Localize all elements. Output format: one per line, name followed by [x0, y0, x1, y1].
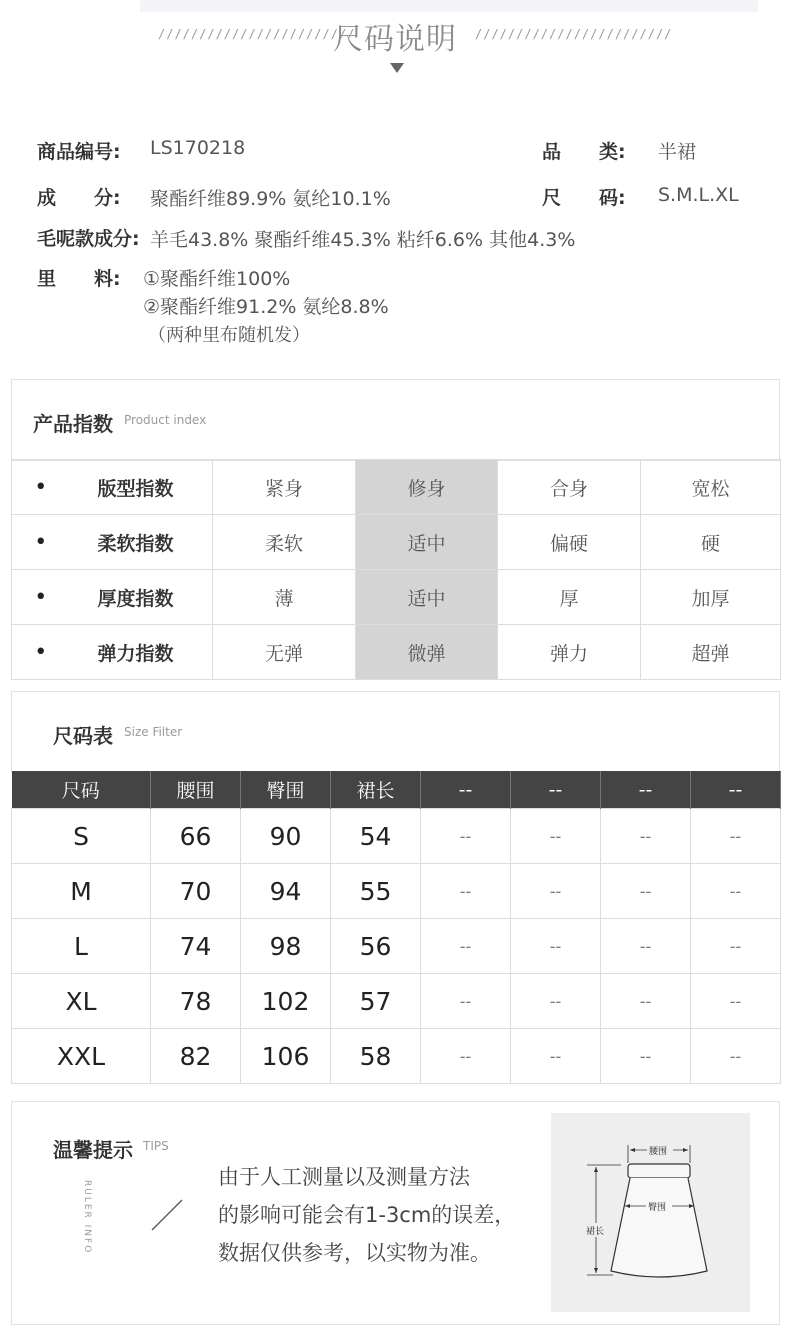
- title-deco-right: ////////////////////////: [475, 27, 673, 41]
- size-value-cell: 106: [241, 1029, 331, 1084]
- index-row: [12, 460, 781, 515]
- lining-option-1: ①聚酯纤维100%: [143, 268, 291, 290]
- category-label: 品 类:: [542, 141, 626, 163]
- index-option-selected: 适中: [356, 515, 498, 570]
- size-value-cell: 58: [331, 1029, 421, 1084]
- size-value-cell: 90: [241, 809, 331, 864]
- index-name: 柔软指数: [70, 515, 213, 570]
- size-value-cell: 78: [151, 974, 241, 1029]
- size-value-cell: --: [421, 809, 511, 864]
- size-table: [11, 771, 781, 1084]
- size-table-subtitle: Size Filter: [124, 725, 183, 739]
- index-option: 柔软: [213, 515, 356, 570]
- size-name-cell: XL: [12, 974, 151, 1029]
- size-value-cell: --: [511, 1029, 601, 1084]
- size-value-cell: 74: [151, 919, 241, 974]
- index-option: 硬: [641, 515, 781, 570]
- category-value: 半裙: [658, 141, 697, 163]
- size-value-cell: 98: [241, 919, 331, 974]
- product-code-value: LS170218: [150, 137, 246, 159]
- bullet-icon: •: [12, 570, 70, 625]
- index-option: 宽松: [641, 460, 781, 515]
- wool-composition-label: 毛呢款成分:: [37, 228, 140, 250]
- product-code-label: 商品编号:: [37, 141, 121, 163]
- size-value-cell: --: [421, 864, 511, 919]
- top-banner-strip: [140, 0, 758, 12]
- size-column-header: --: [421, 771, 511, 809]
- size-value-cell: --: [601, 864, 691, 919]
- index-option: 无弹: [213, 625, 356, 680]
- index-option: 合身: [498, 460, 641, 515]
- index-option: 超弹: [641, 625, 781, 680]
- index-option: 紧身: [213, 460, 356, 515]
- size-column-header: --: [601, 771, 691, 809]
- index-option-selected: 微弹: [356, 625, 498, 680]
- tips-title: 温馨提示: [53, 1138, 133, 1162]
- page-title: 尺码说明: [333, 22, 457, 57]
- size-value-cell: --: [511, 864, 601, 919]
- size-value-cell: --: [691, 919, 781, 974]
- diagram-hip-label: 臀围: [648, 1203, 667, 1213]
- lining-note: （两种里布随机发）: [148, 325, 310, 346]
- index-option: 加厚: [641, 570, 781, 625]
- bullet-icon: •: [12, 625, 70, 680]
- size-value-cell: 94: [241, 864, 331, 919]
- index-name: 版型指数: [70, 460, 213, 515]
- size-value-cell: --: [601, 919, 691, 974]
- size-value-cell: --: [601, 974, 691, 1029]
- size-value-cell: --: [511, 809, 601, 864]
- size-name-cell: M: [12, 864, 151, 919]
- lining-option-2: ②聚酯纤维91.2% 氨纶8.8%: [143, 296, 389, 318]
- size-table-title: 尺码表: [53, 724, 113, 748]
- index-name: 厚度指数: [70, 570, 213, 625]
- size-column-header: --: [691, 771, 781, 809]
- tips-line-3: 数据仅供参考，以实物为准。: [218, 1241, 491, 1265]
- size-value-cell: --: [511, 919, 601, 974]
- size-row: [12, 919, 781, 974]
- size-row: [12, 864, 781, 919]
- diagram-waist-label: 腰围: [649, 1147, 668, 1157]
- size-value-cell: 82: [151, 1029, 241, 1084]
- size-row: [12, 1029, 781, 1084]
- index-row: [12, 625, 781, 680]
- index-option-selected: 修身: [356, 460, 498, 515]
- composition-label: 成 分:: [37, 187, 121, 209]
- tips-line-2: 的影响可能会有1-3cm的误差，: [218, 1203, 516, 1227]
- index-option: 偏硬: [498, 515, 641, 570]
- size-value-cell: 55: [331, 864, 421, 919]
- size-value-cell: 102: [241, 974, 331, 1029]
- size-column-header: 裙长: [331, 771, 421, 809]
- size-name-cell: S: [12, 809, 151, 864]
- lining-label: 里 料:: [37, 268, 121, 290]
- size-value-cell: 54: [331, 809, 421, 864]
- size-column-header: 臀围: [241, 771, 331, 809]
- size-value: S.M.L.XL: [658, 184, 739, 206]
- size-value-cell: --: [601, 1029, 691, 1084]
- size-row: [12, 974, 781, 1029]
- size-label: 尺 码:: [542, 187, 626, 209]
- composition-value: 聚酯纤维89.9% 氨纶10.1%: [150, 188, 391, 210]
- product-index-table: [11, 459, 781, 680]
- size-row: [12, 809, 781, 864]
- slash-divider-icon: [150, 1198, 186, 1232]
- size-value-cell: --: [691, 809, 781, 864]
- product-index-title: 产品指数: [33, 412, 113, 436]
- size-value-cell: 57: [331, 974, 421, 1029]
- bullet-icon: •: [12, 515, 70, 570]
- size-name-cell: XXL: [12, 1029, 151, 1084]
- size-value-cell: --: [691, 1029, 781, 1084]
- size-column-header: --: [511, 771, 601, 809]
- title-deco-left: ////////////////////////: [158, 27, 356, 41]
- index-name: 弹力指数: [70, 625, 213, 680]
- tips-subtitle: TIPS: [143, 1139, 169, 1153]
- product-index-subtitle: Product index: [124, 413, 207, 427]
- size-value-cell: 70: [151, 864, 241, 919]
- skirt-diagram: [551, 1113, 750, 1312]
- diagram-length-label: 裙长: [586, 1227, 605, 1237]
- size-value-cell: --: [421, 974, 511, 1029]
- size-value-cell: --: [691, 864, 781, 919]
- index-row: [12, 570, 781, 625]
- bullet-icon: •: [12, 460, 70, 515]
- ruler-info-label: RULER INFO: [82, 1180, 92, 1255]
- index-option: 弹力: [498, 625, 641, 680]
- size-value-cell: --: [511, 974, 601, 1029]
- size-name-cell: L: [12, 919, 151, 974]
- tips-line-1: 由于人工测量以及测量方法: [218, 1165, 470, 1189]
- index-option: 薄: [213, 570, 356, 625]
- index-option-selected: 适中: [356, 570, 498, 625]
- index-row: [12, 515, 781, 570]
- size-value-cell: 56: [331, 919, 421, 974]
- down-triangle-icon: [390, 63, 404, 73]
- size-value-cell: --: [601, 809, 691, 864]
- size-value-cell: 66: [151, 809, 241, 864]
- wool-composition-value: 羊毛43.8% 聚酯纤维45.3% 粘纤6.6% 其他4.3%: [150, 229, 576, 251]
- size-value-cell: --: [421, 919, 511, 974]
- size-column-header: 腰围: [151, 771, 241, 809]
- size-value-cell: --: [691, 974, 781, 1029]
- index-option: 厚: [498, 570, 641, 625]
- size-value-cell: --: [421, 1029, 511, 1084]
- size-column-header: 尺码: [12, 771, 151, 809]
